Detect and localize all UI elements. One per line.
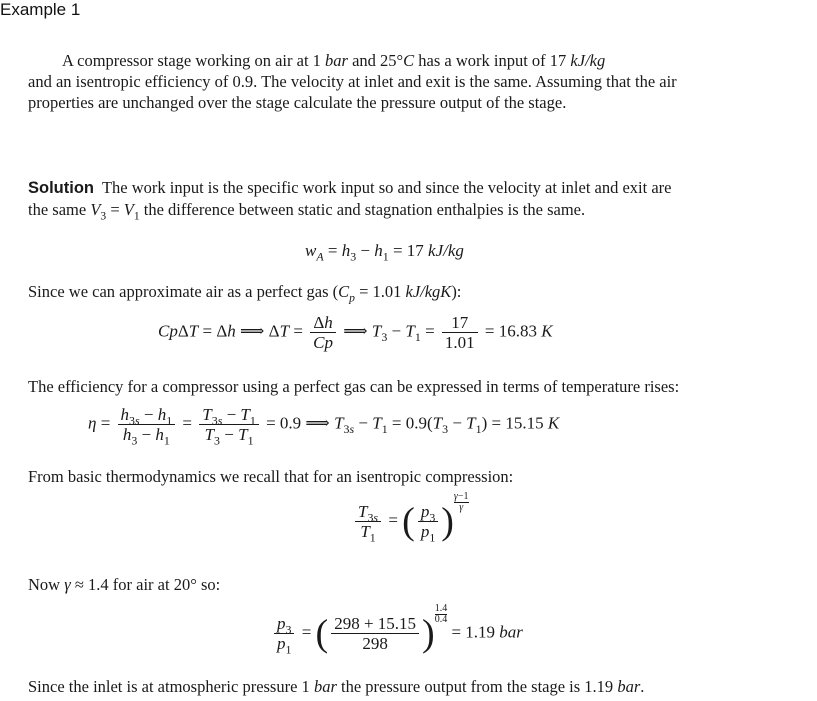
- gamma-text: Now γ ≈ 1.4 for air at 20° so:: [28, 575, 221, 594]
- example-heading: Example 1: [0, 0, 81, 19]
- solution-line-2: the same $V_3 = V_1$ the difference between static and stagnation enthalpies is the same.: [28, 200, 586, 223]
- problem-line-1: A compressor stage working on air at 1 bar and 25°C has a work input of 17 kJ/kg: [62, 51, 606, 70]
- conclusion-text: Since the inlet is at atmospheric pressure 1 bar the pressure output from the stage is 1.19 bar.: [28, 677, 645, 696]
- problem-line-3: properties are unchanged over the stage calculate the pressure output of the stage.: [28, 93, 567, 112]
- solution-label: Solution: [28, 179, 94, 197]
- solution-intro: [28, 177, 672, 223]
- equation-efficiency: η = $\frac{h_{3s} - h_1}{h_3 - h_1}$ = $\frac{T_{3s} - T_1}{T_3 - T_1}$ = 0.9 ⟹ $T_{3s} - T_1 = 0.9(T_3 - T_1) = 15.15$ K: [88, 405, 560, 448]
- thermodynamics-text: From basic thermodynamics we recall that for an isentropic compression:: [28, 467, 514, 486]
- equation-work: $w_A = h_3 - h_1 = 17$ kJ/kg: [305, 241, 464, 264]
- efficiency-text: The efficiency for a compressor using a perfect gas can be expressed in terms of temperature rises:: [28, 377, 680, 396]
- problem-statement: [28, 50, 677, 113]
- equation-pressure: $\frac{p_3}{p_1}$ = ( $\frac{298 + 15.15}{298}$ ) $\frac{1.4}{0.4}$ = 1.19 bar: [271, 614, 523, 653]
- equation-delta-t: CpΔT = Δh ⟹ ΔT = $\frac{\Delta h}{Cp}$ ⟹ $T_3 - T_1$ = $\frac{17}{1.01}$ = 16.83 K: [158, 313, 553, 352]
- solution-line-1: [28, 177, 672, 199]
- perfect-gas-text: Since we can approximate air as a perfect gas ($C_p = 1.01$ kJ/kgK):: [28, 282, 462, 305]
- equation-isentropic: $\frac{T_{3s}}{T_1}$ = ( $\frac{p_3}{p_1}$ ) $\frac{\gamma-1}{\gamma}$: [352, 502, 469, 541]
- problem-line-2: and an isentropic efficiency of 0.9. The velocity at inlet and exit is the same. Assuming that the air: [28, 72, 677, 91]
- solution-line-1-text: The work input is the specific work input so and since the velocity at inlet and exit are: [101, 178, 672, 197]
